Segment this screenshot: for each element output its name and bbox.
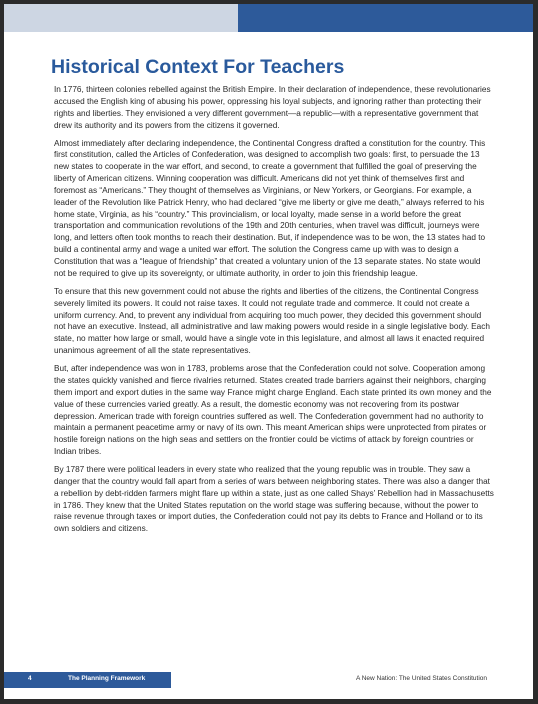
page-title: Historical Context For Teachers xyxy=(51,56,345,78)
page-footer xyxy=(4,672,533,688)
paragraph-1: In 1776, thirteen colonies rebelled against the British Empire. In their declaration of independence, these revolutionaries accused the English king of abusing his power, oppressing his loyal subjects, and ignoring rather than protecting their rights and liberties. They envisioned a very different government—a republic—with a representative government that drew its authority and its powers from the citizens it governed. xyxy=(54,85,491,130)
header-bar-light xyxy=(4,4,238,32)
page-number: 4 xyxy=(28,675,32,682)
paragraph-5: By 1787 there were political leaders in every state who realized that the young republic was in trouble. They saw a danger that the country would fall apart from a series of wars between neighboring states. There was also a danger that a rebellion by debt-ridden farmers might flare up within a state, just as one called Shays’ Rebellion had in Massachusetts in 1786. They knew that the United States reputation on the world stage was suffering because, without the power to raise revenue through taxes or import duties, the Confederation could not pay its debts to France and Holland or to its own soldiers and citizens. xyxy=(54,465,494,534)
section-label: The Planning Framework xyxy=(68,675,146,682)
document-page xyxy=(4,4,533,699)
paragraph-4: But, after independence was won in 1783, problems arose that the Confederation could not solve. Cooperation among the states quickly vanished and fierce rivalries returned. States created trade barriers against their neighbors, charging them import and export duties in the same way France might charge England. Each state printed its own money and the value of these currencies varied greatly. As a result, the domestic economy was not recovering from its postwar depression. American trade with foreign countries suffered as well. The Confederation government had no authority to maintain a permanent peacetime army or navy of its own. This meant American ships were unprotected from pirates or hostile foreign nations on the high seas and settlers on the frontier could be victims of attack by foreign countries or Indian tribes. xyxy=(54,364,492,457)
publication-title: A New Nation: The United States Constitution xyxy=(355,675,487,682)
body-text xyxy=(54,84,494,541)
paragraph-3: To ensure that this new government could not abuse the rights and liberties of the citizens, the Continental Congress severely limited its powers. It could not raise taxes. It could not regulate trade and commerce. It could not create a uniform currency. And, to prevent any individual from acquiring too much power, they decided this government should not have an executive. Instead, all administrative and law making powers would reside in a single legislative body. Each state, no matter how large or small, would have a single vote in this legislature, and almost all laws it enacted required unanimous agreement of all the state representatives. xyxy=(54,286,490,356)
header-bar-dark xyxy=(238,4,533,32)
header-color-bar xyxy=(4,4,533,32)
paragraph-2: Almost immediately after declaring independence, the Continental Congress drafted a constitution for the country. This first constitution, called the Articles of Confederation, was designed to accomplish two goals: first, to persuade the 13 new states to cooperate in the war effort, and second, to create a government that fulfilled the goal of preserving the liberty of American citizens. Winning cooperation was difficult. Americans did not yet think of themselves first and foremost as “Americans.” They thought of themselves as Virginians, or New Yorkers, or Georgians. For example, a leader of the Revolution like Patrick Henry, who had declared “give me liberty or give me death,” always referred to his home state, Virginia, as his “country.” This provincialism, or local loyalty, made sense in a world before the great transportation and communication revolutions of the 19th and 20th centuries, when travel was difficult, journeys were long, and letters often took months to reach their destination. But, if independence was to be won, the 13 states had to build a continental army and wage a united war effort. The solution the Congress came up with was to design a Constitution that was a “league of friendship” that created a voluntary union of the 13 separate states. No state would not be required to give up its sovereignty, or ultimate authority, in order to join this friendship league. xyxy=(54,138,486,278)
